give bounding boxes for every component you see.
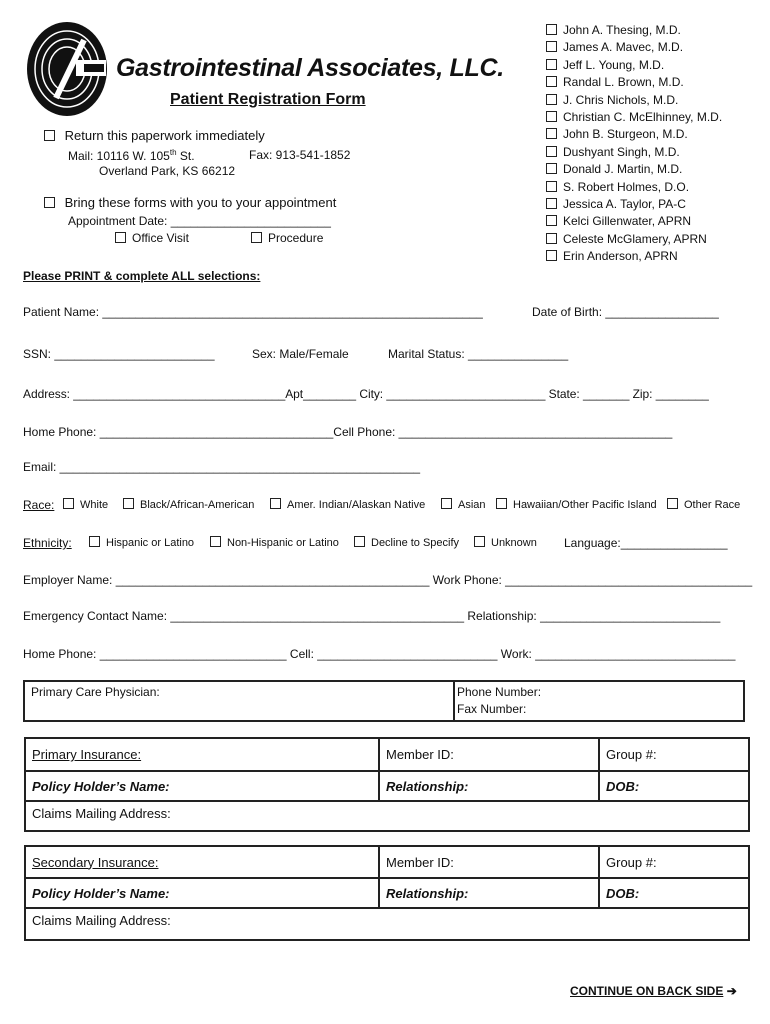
secondary-dob[interactable]: DOB:: [606, 885, 640, 901]
secondary-insurance-title[interactable]: Secondary Insurance:: [32, 854, 159, 870]
physician-checkbox[interactable]: [546, 41, 557, 52]
bring-checkbox[interactable]: [44, 197, 55, 208]
home-phone-field[interactable]: Home Phone: ___________________________________Cell Phone: _________________________________________: [23, 425, 673, 439]
logo-emblem-icon: [26, 20, 108, 118]
ethnicity-checkbox[interactable]: [354, 536, 365, 547]
physician-item[interactable]: James A. Mavec, M.D.: [546, 39, 722, 56]
email-field[interactable]: Email: ______________________________________________________: [23, 460, 421, 474]
mail-address: [68, 148, 195, 163]
city-line: Overland Park, KS 66212: [99, 164, 236, 178]
race-checkbox[interactable]: [270, 498, 281, 509]
race-checkbox[interactable]: [441, 498, 452, 509]
procedure-checkbox[interactable]: [251, 232, 262, 243]
ethnicity-checkbox[interactable]: [89, 536, 100, 547]
procedure-label: Procedure: [268, 231, 324, 245]
pcp-label[interactable]: Primary Care Physician:: [31, 685, 160, 699]
race-option-black[interactable]: Black/African-American: [123, 498, 254, 511]
race-checkbox[interactable]: [63, 498, 74, 509]
ethnicity-option-non-hispanic[interactable]: Non-Hispanic or Latino: [210, 536, 339, 549]
patient-name-field[interactable]: Patient Name: _________________________________________________________: [23, 305, 483, 319]
race-option-hawaiian[interactable]: Hawaiian/Other Pacific Island: [496, 498, 657, 511]
address-field[interactable]: Address: ________________________________Apt________ City: ________________________ State: _______ Zip: ________: [23, 387, 709, 401]
fax-number: Fax: 913-541-1852: [249, 148, 351, 162]
physician-item[interactable]: S. Robert Holmes, D.O.: [546, 179, 722, 196]
employer-field[interactable]: Employer Name: _______________________________________________ Work Phone: _____________________________________: [23, 573, 753, 587]
mail-sup: th: [169, 148, 177, 157]
secondary-insurance-table: [24, 845, 750, 941]
primary-relationship[interactable]: Relationship:: [386, 778, 469, 794]
bring-option[interactable]: [44, 195, 336, 210]
physician-checkbox[interactable]: [546, 181, 557, 192]
primary-member-id[interactable]: Member ID:: [386, 747, 454, 762]
physician-checkbox[interactable]: [546, 146, 557, 157]
mail-suffix: St.: [176, 149, 195, 163]
physician-checkbox[interactable]: [546, 59, 557, 70]
primary-dob[interactable]: DOB:: [606, 778, 640, 794]
physician-item[interactable]: Christian C. McElhinney, M.D.: [546, 109, 722, 126]
race-row: [23, 498, 54, 512]
form-title: Patient Registration Form: [170, 91, 366, 108]
physician-checkbox[interactable]: [546, 128, 557, 139]
arrow-right-icon: ➔: [726, 984, 737, 998]
primary-insurance-table: [24, 737, 750, 832]
physician-item[interactable]: Jessica A. Taylor, PA-C: [546, 196, 722, 213]
continue-label: CONTINUE ON BACK SIDE: [570, 984, 724, 998]
primary-policy-holder[interactable]: Policy Holder’s Name:: [32, 778, 170, 794]
ssn-field[interactable]: SSN: ________________________: [23, 347, 215, 361]
race-checkbox[interactable]: [496, 498, 507, 509]
physician-checkbox[interactable]: [546, 76, 557, 87]
secondary-relationship[interactable]: Relationship:: [386, 885, 469, 901]
return-label: Return this paperwork immediately: [64, 128, 265, 143]
race-option-asian[interactable]: Asian: [441, 498, 486, 511]
pcp-box: [23, 680, 745, 722]
ethnicity-checkbox[interactable]: [474, 536, 485, 547]
office-visit-label: Office Visit: [132, 231, 189, 245]
physician-item[interactable]: Kelci Gillenwater, APRN: [546, 213, 722, 230]
race-option-other[interactable]: Other Race: [667, 498, 740, 511]
physician-checkbox[interactable]: [546, 198, 557, 209]
race-checkbox[interactable]: [667, 498, 678, 509]
physician-item[interactable]: Dushyant Singh, M.D.: [546, 144, 722, 161]
physician-item[interactable]: John B. Sturgeon, M.D.: [546, 126, 722, 143]
physician-checkbox[interactable]: [546, 24, 557, 35]
primary-group[interactable]: Group #:: [606, 747, 657, 762]
dob-field[interactable]: Date of Birth: _________________: [532, 305, 719, 319]
ethnicity-checkbox[interactable]: [210, 536, 221, 547]
marital-status-field[interactable]: Marital Status: _______________: [388, 347, 569, 361]
physician-list: [546, 22, 722, 266]
physician-item[interactable]: Jeff L. Young, M.D.: [546, 57, 722, 74]
ethnicity-option-unknown[interactable]: Unknown: [474, 536, 537, 549]
physician-checkbox[interactable]: [546, 163, 557, 174]
home-phone-secondary-field[interactable]: Home Phone: ____________________________ Cell: ___________________________ Work: ______________________________: [23, 647, 736, 661]
physician-checkbox[interactable]: [546, 111, 557, 122]
race-option-white[interactable]: White: [63, 498, 108, 511]
secondary-claims-address[interactable]: Claims Mailing Address:: [32, 913, 171, 928]
physician-item[interactable]: Donald J. Martin, M.D.: [546, 161, 722, 178]
race-checkbox[interactable]: [123, 498, 134, 509]
appointment-date-field[interactable]: Appointment Date: ________________________: [68, 214, 331, 228]
primary-claims-address[interactable]: Claims Mailing Address:: [32, 806, 171, 821]
physician-checkbox[interactable]: [546, 215, 557, 226]
emergency-contact-field[interactable]: Emergency Contact Name: ____________________________________________ Relationship: ___________________________: [23, 609, 721, 623]
race-option-native[interactable]: Amer. Indian/Alaskan Native: [270, 498, 425, 511]
continue-note: [570, 984, 737, 998]
return-option[interactable]: [44, 128, 265, 143]
secondary-group[interactable]: Group #:: [606, 854, 657, 870]
language-field[interactable]: Language:________________: [564, 536, 728, 550]
ethnicity-option-hispanic[interactable]: Hispanic or Latino: [89, 536, 194, 549]
company-name: Gastrointestinal Associates, LLC.: [116, 54, 504, 82]
race-label: Race:: [23, 498, 55, 512]
secondary-policy-holder[interactable]: Policy Holder’s Name:: [32, 885, 170, 901]
ethnicity-label: Ethnicity:: [23, 536, 72, 550]
physician-item[interactable]: J. Chris Nichols, M.D.: [546, 92, 722, 109]
logo: [26, 20, 108, 118]
primary-insurance-title[interactable]: Primary Insurance:: [32, 747, 142, 762]
return-checkbox[interactable]: [44, 130, 55, 141]
physician-checkbox[interactable]: [546, 250, 557, 261]
secondary-member-id[interactable]: Member ID:: [386, 854, 454, 870]
physician-checkbox[interactable]: [546, 233, 557, 244]
physician-item[interactable]: Celeste McGlamery, APRN: [546, 231, 722, 248]
physician-checkbox[interactable]: [546, 94, 557, 105]
physician-item[interactable]: Randal L. Brown, M.D.: [546, 74, 722, 91]
procedure-option[interactable]: [251, 231, 323, 245]
physician-item[interactable]: Erin Anderson, APRN: [546, 248, 722, 265]
pcp-fax-label[interactable]: Fax Number:: [457, 702, 527, 716]
office-visit-checkbox[interactable]: [115, 232, 126, 243]
office-visit-option[interactable]: [115, 231, 189, 245]
ethnicity-option-decline[interactable]: Decline to Specify: [354, 536, 459, 549]
physician-item[interactable]: John A. Thesing, M.D.: [546, 22, 722, 39]
pcp-phone-label[interactable]: Phone Number:: [457, 685, 542, 699]
mail-label: Mail: 10116 W. 105: [68, 149, 170, 163]
sex-field[interactable]: Sex: Male/Female: [252, 347, 349, 361]
bring-label: Bring these forms with you to your appointment: [64, 195, 337, 210]
instructions-heading: Please PRINT & complete ALL selections:: [23, 269, 261, 283]
